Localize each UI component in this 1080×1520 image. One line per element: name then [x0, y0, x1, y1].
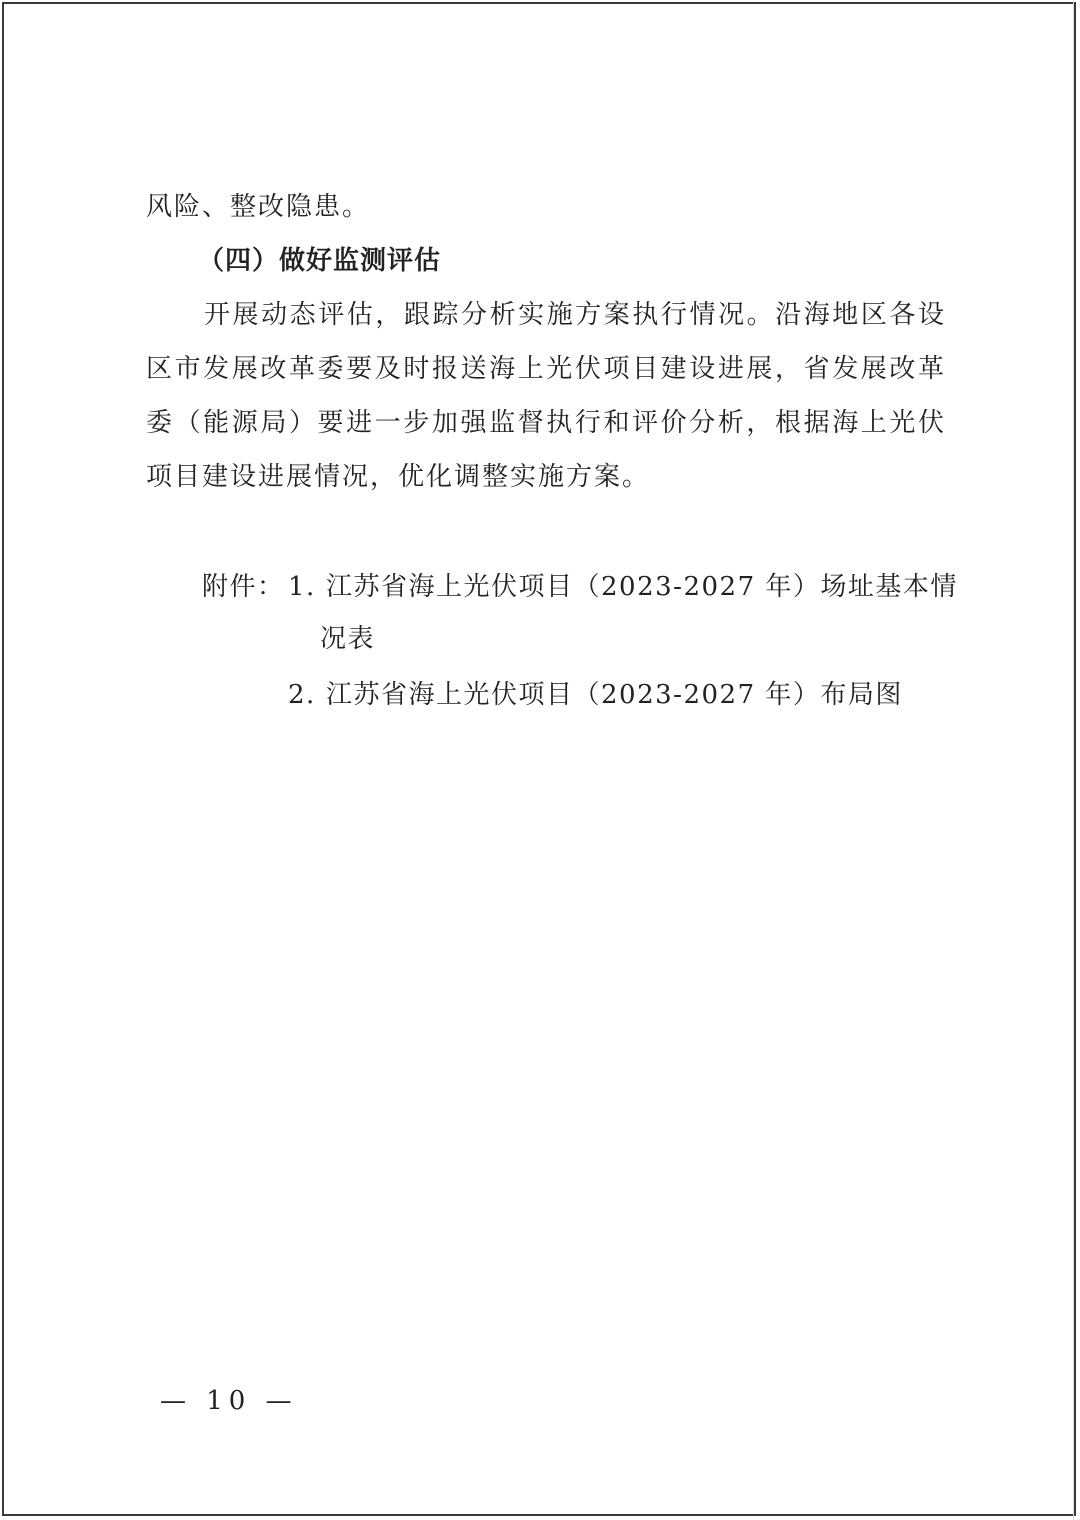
paragraph-line-3: 委（能源局）要进一步加强监督执行和评价分析，根据海上光伏	[146, 408, 946, 438]
paragraph-line-2: 区市发展改革委要及时报送海上光伏项目建设进展，省发展改革	[146, 354, 946, 384]
attachment-2-title: 江苏省海上光伏项目（2023-2027 年）布局图	[326, 680, 903, 710]
attachments-label: 附件：	[202, 572, 285, 602]
paragraph-line-1: 开展动态评估，跟踪分析实施方案执行情况。沿海地区各设	[204, 300, 946, 330]
scan-edge	[1073, 0, 1074, 1520]
page-frame	[2, 2, 1076, 1516]
attachment-2-number: 2.	[288, 680, 316, 710]
paragraph-line-4: 项目建设进展情况，优化调整实施方案。	[146, 462, 651, 492]
section-heading: （四）做好监测评估	[198, 246, 442, 276]
attachment-1-number: 1.	[288, 572, 316, 602]
continued-text-line: 风险、整改隐患。	[146, 192, 371, 222]
attachment-1-title: 江苏省海上光伏项目（2023-2027 年）场址基本情	[326, 572, 958, 602]
page-number: — 10 —	[160, 1386, 298, 1416]
attachment-1-title-cont: 况表	[320, 624, 376, 654]
